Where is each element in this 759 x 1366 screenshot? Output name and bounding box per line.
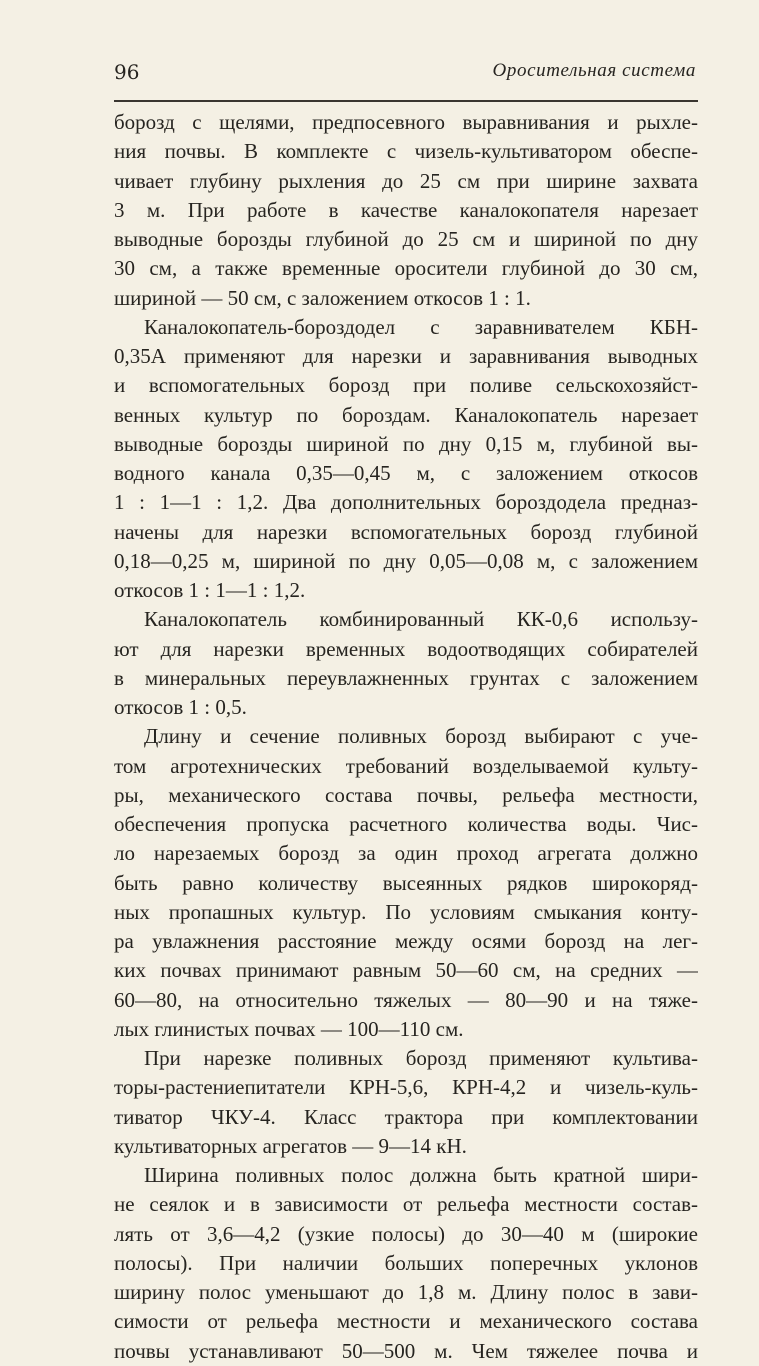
text-line: том агротехнических требований возделываемой культу- (114, 753, 698, 778)
text-line: При нарезке поливных борозд применяют культива- (144, 1046, 698, 1070)
text-line: 0,35А применяют для нарезки и заравнивания выводных (114, 344, 698, 368)
paragraph (114, 1044, 698, 1161)
text-line: тиватор ЧКУ-4. Класс трактора при комплектовании (114, 1104, 698, 1129)
text-line: в минеральных переувлажненных грунтах с заложением (114, 665, 698, 690)
text-line: лых глинистых почвах — 100—110 см. (114, 1016, 464, 1041)
text-line: Ширина поливных полос должна быть кратной шири- (144, 1163, 698, 1187)
text-line: почвы устанавливают 50—500 м. Чем тяжелее почва и (114, 1338, 698, 1363)
text-line: выводные борозды шириной по дну 0,15 м, глубиной вы- (114, 431, 698, 456)
paragraph (114, 722, 698, 1044)
text-line: торы-растениепитатели КРН-5,6, КРН-4,2 и чизель-куль- (114, 1075, 698, 1100)
text-line: ра увлажнения расстояние между осями борозд на лег- (114, 929, 698, 953)
text-line: не сеялок и в зависимости от рельефа местности состав- (114, 1192, 698, 1217)
text-line: быть равно количеству высеянных рядков широкоряд- (114, 870, 698, 895)
text-line: обеспечения пропуска расчетного количества воды. Чис- (114, 812, 698, 836)
text-line: ширину полос уменьшают до 1,8 м. Длину полос в зави- (114, 1280, 698, 1304)
text-line: 3 м. При работе в качестве каналокопателя нарезает (114, 197, 698, 222)
header-rule (114, 100, 698, 102)
text-line: водного канала 0,35—0,45 м, с заложением откосов (114, 461, 698, 485)
paragraph (114, 313, 698, 606)
text-line: Каналокопатель комбинированный КК-0,6 использу- (144, 607, 698, 632)
text-line: выводные борозды глубиной до 25 см и шириной по дну (114, 227, 698, 251)
text-line: 0,18—0,25 м, шириной по дну 0,05—0,08 м, с заложением (114, 548, 698, 573)
text-line: начены для нарезки вспомогательных борозд глубиной (114, 519, 698, 544)
paragraph (114, 108, 698, 313)
page-number: 96 (114, 60, 140, 84)
paragraph (114, 605, 698, 722)
text-line: 60—80, на относительно тяжелых — 80—90 и на тяже- (114, 987, 698, 1012)
body-text (114, 108, 698, 1366)
text-line: откосов 1 : 0,5. (114, 695, 247, 719)
text-line: ют для нарезки временных водоотводящих собирателей (114, 636, 698, 661)
text-line: борозд с щелями, предпосевного выравнивания и рыхле- (114, 110, 698, 134)
text-line: и вспомогательных борозд при поливе сельскохозяйст- (114, 373, 698, 398)
text-line: шириной — 50 см, с заложением откосов 1 : 1. (114, 285, 531, 310)
page-header (114, 60, 696, 90)
text-line: ры, механического состава почвы, рельефа местности, (114, 782, 698, 807)
text-line: венных культур по бороздам. Каналокопатель нарезает (114, 402, 698, 427)
text-line: симости от рельефа местности и механического состава (114, 1309, 698, 1334)
running-title: Оросительная система (492, 60, 696, 81)
text-line: ких почвах принимают равным 50—60 см, на средних — (114, 958, 698, 983)
text-line: лять от 3,6—4,2 (узкие полосы) до 30—40 м (широкие (114, 1221, 698, 1246)
text-line: откосов 1 : 1—1 : 1,2. (114, 578, 306, 602)
text-line: 30 см, а также временные оросители глубиной до 30 см, (114, 256, 698, 281)
text-line: чивает глубину рыхления до 25 см при ширине захвата (114, 168, 698, 193)
text-line: Каналокопатель-бороздодел с заравнивателем КБН- (144, 314, 698, 339)
text-line: Длину и сечение поливных борозд выбирают с уче- (144, 724, 698, 749)
text-line: ния почвы. В комплекте с чизель-культиватором обеспе- (114, 139, 698, 164)
text-line: полосы). При наличии больших поперечных уклонов (114, 1250, 698, 1275)
text-line: ло нарезаемых борозд за один проход агрегата должно (114, 841, 698, 866)
text-line: ных пропашных культур. По условиям смыкания конту- (114, 899, 698, 924)
text-line: 1 : 1—1 : 1,2. Два дополнительных бороздодела предназ- (114, 490, 698, 515)
text-line: культиваторных агрегатов — 9—14 кН. (114, 1133, 467, 1158)
paragraph (114, 1161, 698, 1366)
